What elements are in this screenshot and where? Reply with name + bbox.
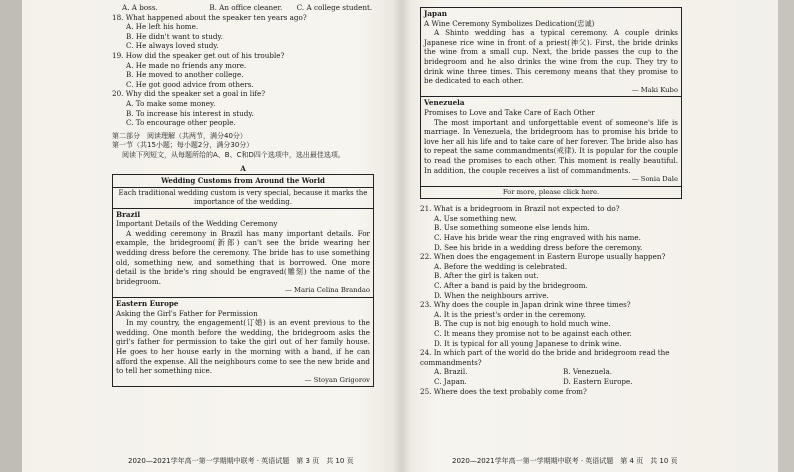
option: C. A college student. bbox=[296, 3, 373, 12]
right-page bbox=[420, 6, 682, 396]
country-name: Venezuela bbox=[424, 98, 465, 108]
question-18 bbox=[112, 13, 374, 51]
option: D. When the neighbours arrive. bbox=[434, 290, 549, 300]
question-text: 21. What is a bridegroom in Brazil not expected to do? bbox=[420, 204, 620, 214]
section-text: In my country, the engagement(订婚) is an event previous to the wedding. One month before the wedding, the bridegroom asks the girl's father for permission to take the girl out of her family house. He goes to her house early in the morning with a band, if he can afford the expense. All the neighbours come to see the new bride and to tell her something nice. bbox=[116, 318, 370, 376]
passage-letter: A bbox=[240, 163, 246, 173]
question-text: 19. How did the speaker get out of his trouble? bbox=[112, 50, 285, 60]
right-page-footer: 2020—2021学年高一第一学期期中联考 · 英语试题 第 4 页 共 10 页 bbox=[452, 457, 678, 465]
question-21 bbox=[420, 204, 682, 252]
section-subtitle: Promises to Love and Take Care of Each Other bbox=[424, 107, 595, 117]
option: A. Brazil. bbox=[434, 367, 468, 377]
option: B. To increase his interest in study. bbox=[126, 108, 254, 118]
brazil-section bbox=[113, 209, 373, 298]
section-text: The most important and unforgettable event of someone's life is marriage. In Venezuela, the bridegroom has to promise his bride to love her all his life and to take care of her forever. The bride also has to repeat the same commandments(戒律). It is popular for the couple to read the promises to each other. This moment is really beautiful. In addition, the couple receives a list of commandments. bbox=[424, 117, 678, 175]
option: B. After the girl is taken out. bbox=[434, 271, 539, 281]
question-text: 20. Why did the speaker set a goal in life? bbox=[112, 89, 266, 99]
question-19 bbox=[112, 51, 374, 89]
option: B. An office cleaner. bbox=[209, 3, 283, 12]
country-name: Brazil bbox=[116, 209, 141, 219]
page-shadow-left bbox=[0, 0, 22, 472]
section-subtitle: Important Details of the Wedding Ceremony bbox=[116, 219, 278, 229]
more-link-text: For more, please click here. bbox=[502, 187, 600, 196]
option: A. He left his home. bbox=[126, 22, 199, 32]
author: — Maria Celina Brandao bbox=[285, 286, 370, 295]
wedding-customs-box bbox=[112, 174, 374, 387]
question-20 bbox=[112, 89, 374, 127]
author: — Sonia Dale bbox=[631, 175, 678, 184]
question-24 bbox=[420, 348, 682, 386]
question-text: 24. In which part of the world do the bride and bridegroom read the commandments? bbox=[420, 348, 670, 367]
author: — Maki Kubo bbox=[631, 85, 678, 94]
country-name: Japan bbox=[424, 9, 447, 18]
option: C. Japan. bbox=[434, 376, 467, 386]
section-subtitle: A Wine Ceremony Symbolizes Dedication(忠诚) bbox=[424, 18, 595, 28]
question-25-text: 25. Where does the text probably come from? bbox=[420, 386, 587, 396]
option-row bbox=[434, 367, 682, 377]
option: A. Use something new. bbox=[434, 213, 517, 223]
europe-section bbox=[113, 298, 373, 386]
option: C. To encourage other people. bbox=[126, 118, 236, 128]
japan-section bbox=[421, 8, 681, 97]
venezuela-section bbox=[421, 97, 681, 186]
option: A. To make some money. bbox=[126, 98, 216, 108]
instruction: 阅读下列短文，从每题所给的A、B、C和D四个选项中，选出最佳选项。 bbox=[122, 150, 345, 159]
option: C. After a band is paid by the bridegroom. bbox=[434, 281, 588, 291]
question-text: 22. When does the engagement in Eastern Europe usually happen? bbox=[420, 252, 666, 262]
page-shadow-right bbox=[778, 0, 794, 472]
question-23 bbox=[420, 300, 682, 348]
question-22 bbox=[420, 252, 682, 300]
option: A. A boss. bbox=[122, 3, 158, 12]
country-name: Eastern Europe bbox=[116, 299, 179, 309]
option: A. Before the wedding is celebrated. bbox=[434, 261, 568, 271]
part2-title: 第二部分 阅读理解（共两节，满分40分） bbox=[112, 131, 247, 140]
option: B. The cup is not big enough to hold much wine. bbox=[434, 319, 611, 329]
option: C. Have his bride wear the ring engraved with his name. bbox=[434, 233, 641, 243]
option: B. He moved to another college. bbox=[126, 70, 244, 80]
page-fold bbox=[393, 0, 411, 472]
option: C. He got good advice from others. bbox=[126, 79, 254, 89]
question-text: 18. What happened about the speaker ten years ago? bbox=[112, 12, 307, 22]
option: B. He didn't want to study. bbox=[126, 31, 223, 41]
question-text: 23. Why does the couple in Japan drink wine three times? bbox=[420, 300, 631, 310]
author: — Stoyan Grigorov bbox=[304, 375, 370, 384]
wedding-customs-box-continued bbox=[420, 7, 682, 199]
option: A. He made no friends any more. bbox=[126, 60, 247, 70]
section-text: A Shinto wedding has a typical ceremony. A couple drinks Japanese rice wine in front of a priest(神父). First, the bride drinks the wine from a small cup. Next, the bride passes the cup to the bridegroom and he also drinks the wine from the cup. They try to drink wine three times. This ceremony means that they promise to be dedicated to each other. bbox=[424, 28, 678, 86]
option: B. Venezuela. bbox=[563, 367, 613, 377]
q17-options bbox=[122, 3, 374, 13]
option-row bbox=[434, 377, 682, 387]
section-text: A wedding ceremony in Brazil has many important details. For example, the bridegroom(新郎) can't see the bride wearing her wedding dress before the ceremony. The bride has to use something old, something new, and something that is borrowed. One more detail is the bride's ring should be engraved(雕刻) the name of the bridegroom. bbox=[116, 228, 370, 286]
option: C. It means they promise not to be against each other. bbox=[434, 329, 632, 338]
option: B. Use something someone else lends him. bbox=[434, 223, 590, 233]
option: D. It is typical for all young Japanese to drink wine. bbox=[434, 338, 622, 348]
option: D. Eastern Europe. bbox=[563, 376, 633, 386]
left-page bbox=[112, 3, 374, 387]
option: C. He always loved study. bbox=[126, 41, 219, 51]
section-subtitle: Asking the Girl's Father for Permission bbox=[116, 308, 258, 318]
left-page-footer: 2020—2021学年高一第一学期期中联考 · 英语试题 第 3 页 共 10 页 bbox=[128, 457, 354, 465]
section1-title: 第一节（共15小题；每小题2分，满分30分） bbox=[112, 141, 254, 150]
box-title: Wedding Customs from Around the World bbox=[113, 175, 373, 188]
option: A. It is the priest's order in the ceremony. bbox=[434, 309, 586, 319]
option: D. See his bride in a wedding dress before the ceremony. bbox=[434, 242, 643, 252]
box-intro: Each traditional wedding custom is very special, because it marks the importance of the wedding. bbox=[113, 188, 373, 209]
